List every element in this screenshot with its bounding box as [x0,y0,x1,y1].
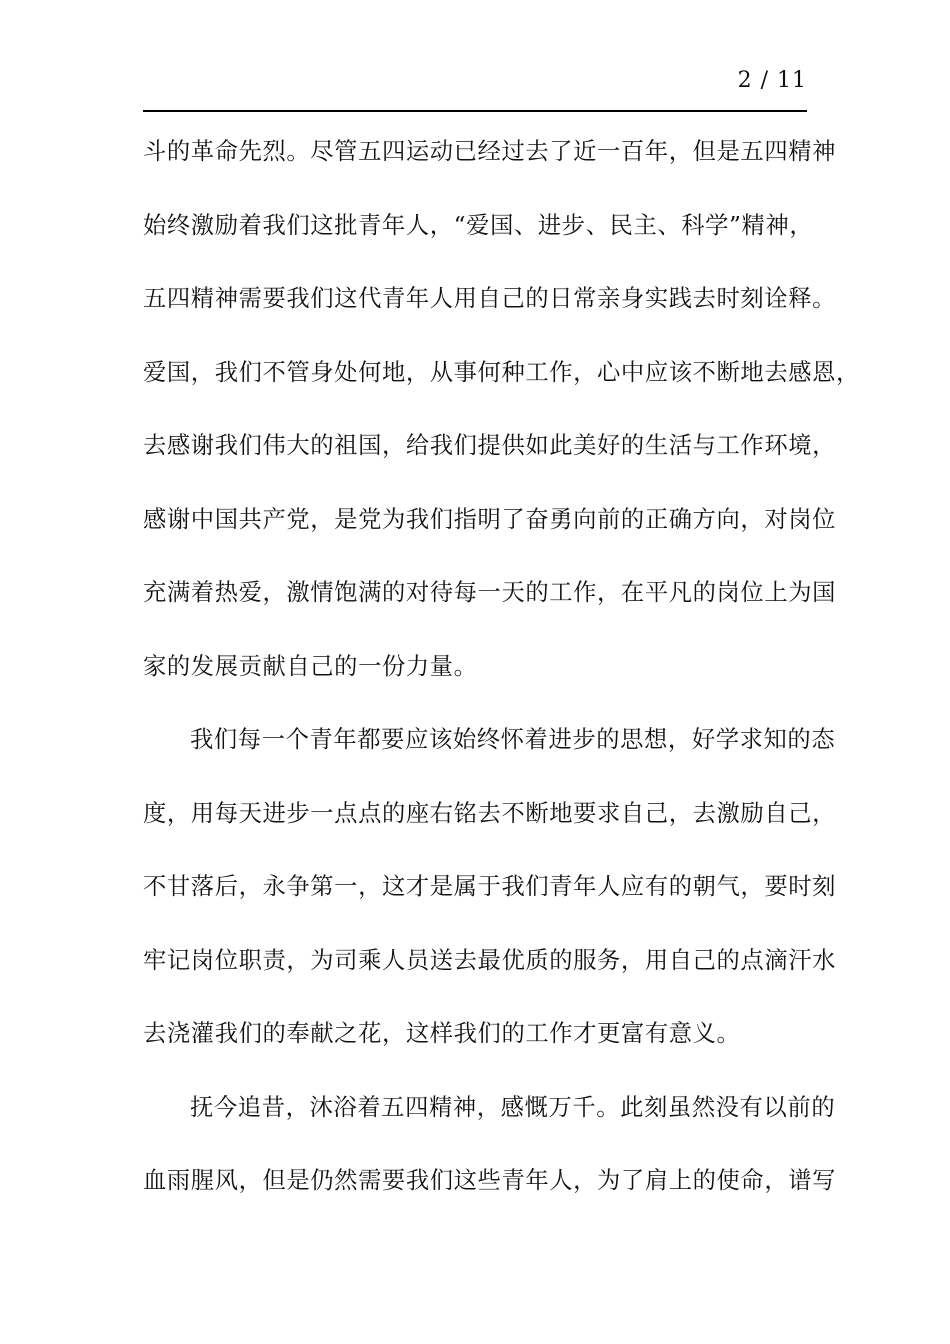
text-line: 度，用每天进步一点点的座右铭去不断地要求自己，去激励自己， [143,799,837,827]
header-divider [143,110,807,112]
text-line: 去感谢我们伟大的祖国，给我们提供如此美好的生活与工作环境， [143,432,837,459]
document-body [143,128,860,1231]
text-line: 血雨腥风，但是仍然需要我们这些青年人，为了肩上的使命，谱写 [143,1167,837,1194]
text-line: 不甘落后，永争第一，这才是属于我们青年人应有的朝气，要时刻 [143,873,837,900]
text-line: 充满着热爱，激情饱满的对待每一天的工作，在平凡的岗位上为国 [143,579,837,606]
paragraph-first-line: 我们每一个青年都要应该始终怀着进步的思想，好学求知的态 [190,726,836,753]
text-line: 去浇灌我们的奉献之花，这样我们的工作才更富有意义。 [143,1020,741,1047]
page-number: 2 / 11 [737,68,807,93]
text-line: 始终激励着我们这批青年人，“爱国、进步、民主、科学”精神， [143,211,814,239]
text-line: 家的发展贡献自己的一份力量。 [143,652,478,680]
text-line: 感谢中国共产党，是党为我们指明了奋勇向前的正确方向，对岗位 [143,505,837,533]
text-line: 斗的革命先烈。尽管五四运动已经过去了近一百年，但是五四精神 [143,138,837,165]
paragraph-first-line: 抚今追昔，沐浴着五四精神，感慨万千。此刻虽然没有以前的 [190,1093,836,1121]
text-line: 牢记岗位职责，为司乘人员送去最优质的服务，用自己的点滴汗水 [143,946,837,974]
text-line: 五四精神需要我们这代青年人用自己的日常亲身实践去时刻诠释。 [143,285,837,312]
text-line: 爱国，我们不管身处何地，从事何种工作，心中应该不断地去感恩， [143,358,860,386]
